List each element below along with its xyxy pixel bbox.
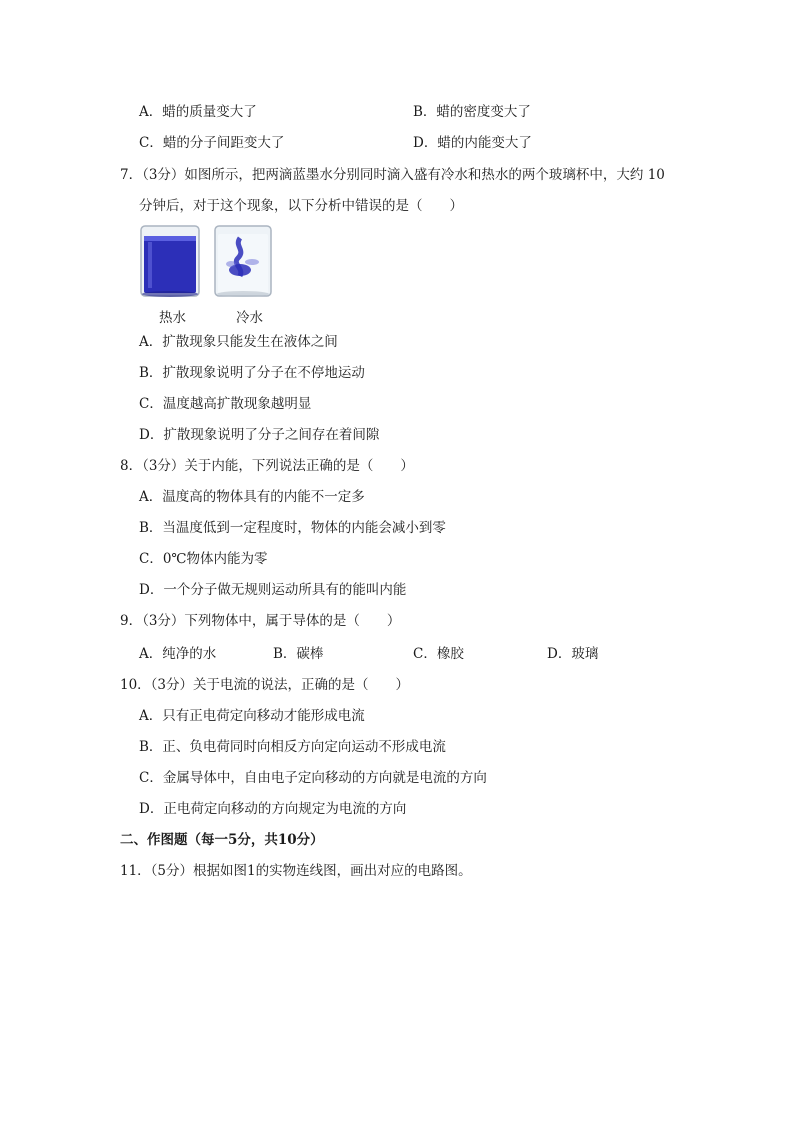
q7-stem-line2: 分钟后，对于这个现象，以下分析中错误的是（ ） (139, 198, 463, 214)
q8-option-b: B．当温度低到一定程度时，物体的内能会减小到零 (139, 520, 446, 536)
q9-option-b: B．碳棒 (273, 646, 324, 662)
q8-option-a: A．温度高的物体具有的内能不一定多 (139, 489, 365, 505)
q6-option-b: B．蜡的密度变大了 (413, 104, 531, 120)
q9-stem: 9．（3分）下列物体中，属于导体的是（ ） (120, 613, 401, 629)
q6-option-a: A．蜡的质量变大了 (139, 104, 257, 120)
hot-water-label: 热水 (159, 310, 186, 326)
q9-option-a: A．纯净的水 (139, 646, 217, 662)
q8-option-c: C．0℃物体内能为零 (139, 551, 268, 567)
q8-option-d: D．一个分子做无规则运动所具有的能叫内能 (139, 582, 407, 598)
cold-water-beaker-image (214, 224, 274, 298)
q11-stem: 11．（5分）根据如图1的实物连线图，画出对应的电路图。 (120, 863, 472, 879)
cold-water-label: 冷水 (236, 310, 263, 326)
q10-option-d: D．正电荷定向移动的方向规定为电流的方向 (139, 801, 407, 817)
q6-option-d: D．蜡的内能变大了 (413, 135, 532, 151)
section-heading: 二、作图题（每一5分，共10分） (120, 832, 324, 848)
q9-option-d: D．玻璃 (547, 646, 599, 662)
hot-water-beaker-image (140, 224, 202, 298)
q8-stem: 8．（3分）关于内能，下列说法正确的是（ ） (120, 458, 414, 474)
q7-option-b: B．扩散现象说明了分子在不停地运动 (139, 365, 365, 381)
q7-stem-line1: 7．（3分）如图所示，把两滴蓝墨水分别同时滴入盛有冷水和热水的两个玻璃杯中，大约 10 (120, 167, 665, 183)
q10-stem: 10．（3分）关于电流的说法，正确的是（ ） (120, 677, 410, 693)
q7-option-c: C．温度越高扩散现象越明显 (139, 396, 312, 412)
q10-option-b: B．正、负电荷同时向相反方向定向运动不形成电流 (139, 739, 446, 755)
q7-option-d: D．扩散现象说明了分子之间存在着间隙 (139, 427, 380, 443)
q6-option-c: C．蜡的分子间距变大了 (139, 135, 285, 151)
q9-option-c: C．橡胶 (413, 646, 464, 662)
q10-option-c: C．金属导体中，自由电子定向移动的方向就是电流的方向 (139, 770, 487, 786)
q10-option-a: A．只有正电荷定向移动才能形成电流 (139, 708, 365, 724)
q7-option-a: A．扩散现象只能发生在液体之间 (139, 334, 338, 350)
